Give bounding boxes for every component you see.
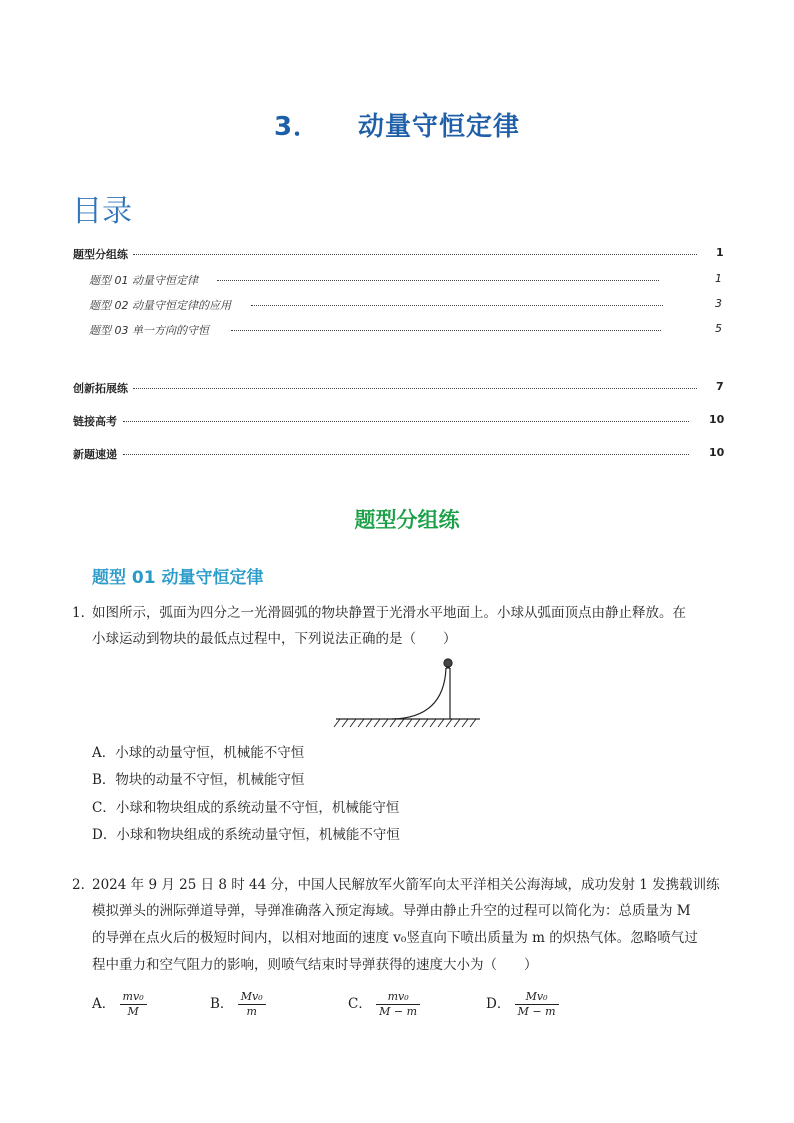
option-d[interactable] <box>486 990 559 1019</box>
numerator: Mv₀ <box>515 990 559 1005</box>
toc-entry-label: 新题速递 <box>73 448 117 461</box>
option-letter: C． <box>348 996 372 1012</box>
toc-entry-page: 10 <box>709 446 725 459</box>
question-text-line: 小球运动到物块的最低点过程中，下列说法正确的是（ ） <box>92 631 457 647</box>
option-b[interactable]: B．物块的动量不守恒，机械能守恒 <box>92 772 305 788</box>
toc-entry-label: 链接高考 <box>73 415 117 428</box>
toc-leader <box>251 305 663 306</box>
fraction <box>376 990 420 1019</box>
numerator: Mv₀ <box>238 990 266 1005</box>
option-c[interactable] <box>348 990 420 1019</box>
toc-entry-label: 创新拓展练 <box>73 382 128 395</box>
option-d[interactable]: D．小球和物块组成的系统动量守恒，机械能不守恒 <box>92 827 400 843</box>
option-a[interactable]: A．小球的动量守恒，机械能不守恒 <box>92 745 305 761</box>
toc-entry[interactable] <box>89 322 723 340</box>
toc-entry-page: 1 <box>716 246 724 259</box>
fraction <box>515 990 559 1019</box>
numerator: mv₀ <box>376 990 420 1005</box>
document-title <box>0 106 794 143</box>
option-letter: A． <box>92 996 116 1012</box>
toc-entry[interactable] <box>73 380 723 398</box>
toc-entry-label: 题型 01 动量守恒定律 <box>89 274 198 287</box>
title-text: 动量守恒定律 <box>358 112 521 142</box>
option-letter: B． <box>210 996 234 1012</box>
toc-entry[interactable] <box>73 246 723 264</box>
toc-entry-label: 题型 02 动量守恒定律的应用 <box>89 299 231 312</box>
toc-entry-label: 题型分组练 <box>73 248 128 261</box>
toc-leader <box>231 330 661 331</box>
question-text-line: 模拟弹头的洲际弹道导弹，导弹准确落入预定海域。导弹由静止升空的过程可以简化为：总质量为 M <box>92 903 691 919</box>
question-text-line: 程中重力和空气阻力的影响，则喷气结束时导弹获得的速度大小为（ ） <box>92 957 538 973</box>
denominator: M − m <box>517 1005 556 1018</box>
title-number: 3． <box>273 112 321 142</box>
toc-entry[interactable] <box>89 297 723 315</box>
denominator: m <box>246 1005 257 1018</box>
arc-block-figure <box>332 656 484 736</box>
question-text-line: 的导弹在点火后的极短时间内，以相对地面的速度 v₀竖直向下喷出质量为 m 的炽热气体。忽略喷气过 <box>92 930 698 946</box>
toc-entry[interactable] <box>73 446 723 464</box>
question-number: 1． <box>72 605 95 621</box>
toc-entry-page: 1 <box>715 272 722 285</box>
option-letter: D． <box>486 996 511 1012</box>
toc-entry-page: 10 <box>709 413 725 426</box>
toc-leader <box>123 421 689 422</box>
toc-entry-page: 7 <box>716 380 724 393</box>
option-c[interactable]: C．小球和物块组成的系统动量不守恒，机械能守恒 <box>92 800 400 816</box>
toc-leader <box>217 280 659 281</box>
question-text-line: 2024 年 9 月 25 日 8 时 44 分，中国人民解放军火箭军向太平洋相关公海海域，成功发射 1 发携载训练 <box>92 877 720 893</box>
fraction <box>120 990 147 1019</box>
fraction <box>238 990 266 1019</box>
section-subtitle: 题型 01 动量守恒定律 <box>92 568 264 588</box>
toc-entry-page: 5 <box>715 322 722 335</box>
toc-leader <box>133 388 697 389</box>
question-number: 2． <box>72 877 95 893</box>
numerator: mv₀ <box>120 990 147 1005</box>
toc-leader <box>133 254 697 255</box>
toc-entry[interactable] <box>73 413 723 431</box>
toc-entry-label: 题型 03 单一方向的守恒 <box>89 324 209 337</box>
denominator: M − m <box>379 1005 418 1018</box>
question-text-line: 如图所示，弧面为四分之一光滑圆弧的物块静置于光滑水平地面上。小球从弧面顶点由静止释放。在 <box>92 605 686 621</box>
toc-entry[interactable] <box>89 272 723 290</box>
option-b[interactable] <box>210 990 266 1019</box>
toc-leader <box>123 454 689 455</box>
denominator: M <box>127 1005 139 1018</box>
toc-heading: 目录 <box>72 194 132 229</box>
section-title: 题型分组练 <box>354 508 460 532</box>
option-a[interactable] <box>92 990 147 1019</box>
toc-entry-page: 3 <box>715 297 722 310</box>
